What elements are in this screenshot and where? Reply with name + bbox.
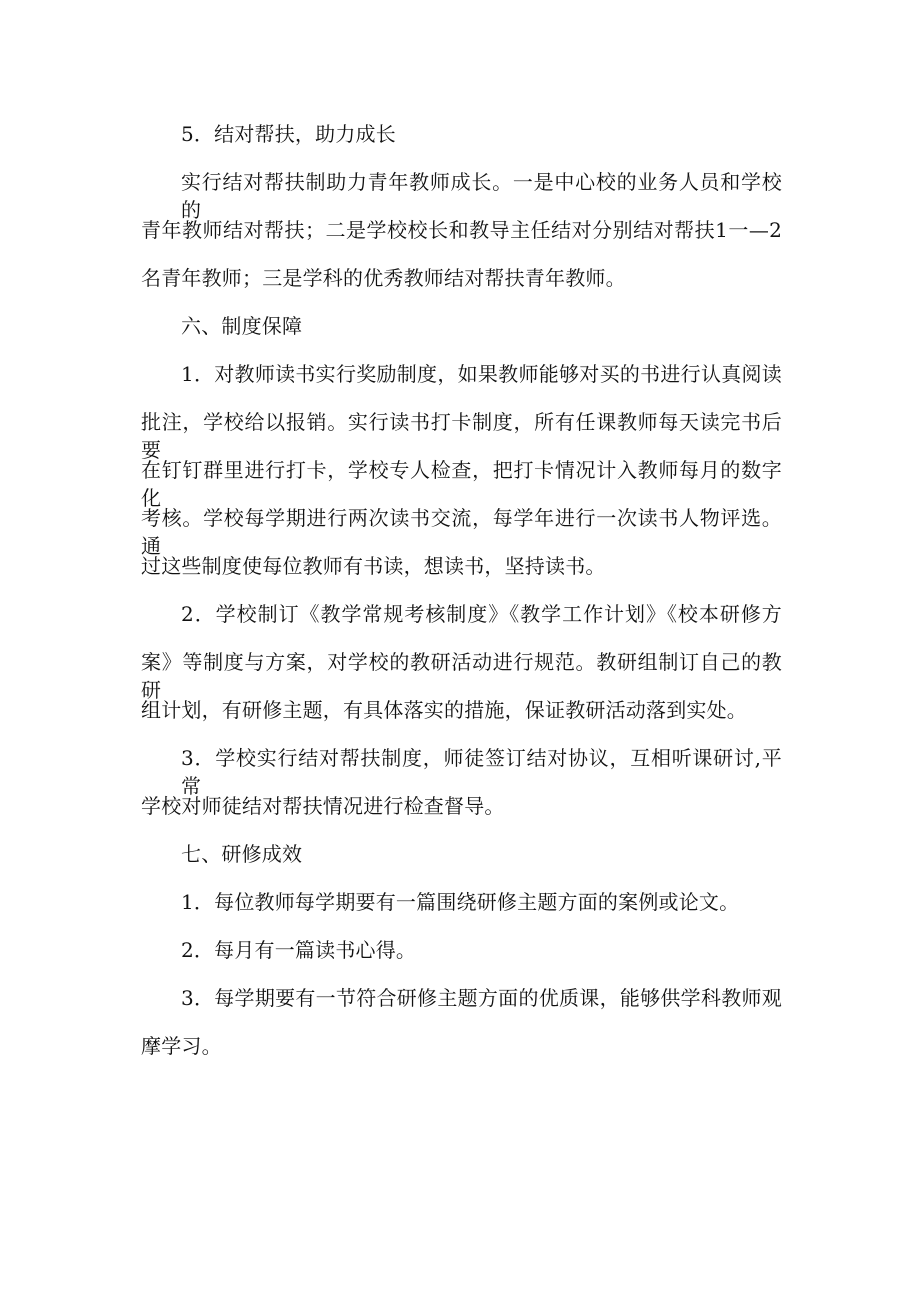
paragraph-line: 考核。学校每学期进行两次读书交流，每学年进行一次读书人物评选。通 [141,506,782,558]
list-item-line: 摩学习。 [141,1034,222,1058]
paragraph-line: 名青年教师；三是学科的优秀教师结对帮扶青年教师。 [141,266,626,290]
paragraph-line: 过这些制度使每位教师有书读，想读书，坚持读书。 [141,554,606,578]
section-heading-research-results: 七、研修成效 [181,842,303,866]
paragraph-line: 2．学校制订《教学常规考核制度》《教学工作计划》《校本研修方 [181,602,782,626]
paragraph-line: 在钉钉群里进行打卡，学校专人检查，把打卡情况计入教师每月的数字化 [141,458,782,510]
paragraph-line: 案》等制度与方案，对学校的教研活动进行规范。教研组制订自己的教研 [141,650,782,702]
paragraph-line: 学校对师徒结对帮扶情况进行检查督导。 [141,794,505,818]
paragraph-line: 组计划，有研修主题，有具体落实的措施，保证教研活动落到实处。 [141,698,747,722]
section-heading-system-guarantee: 六、制度保障 [181,314,303,338]
paragraph-line: 1．对教师读书实行奖励制度，如果教师能够对买的书进行认真阅读 [181,362,782,386]
paragraph-line: 3．学校实行结对帮扶制度，师徒签订结对协议，互相听课研讨,平常 [181,746,782,798]
paragraph-line: 青年教师结对帮扶；二是学校校长和教导主任结对分别结对帮扶1一—2 [141,218,782,242]
paragraph-line: 批注，学校给以报销。实行读书打卡制度，所有任课教师每天读完书后要 [141,410,782,462]
list-item-line: 2．每月有一篇读书心得。 [181,938,417,962]
subsection-heading-pairing-support: 5．结对帮扶，助力成长 [181,122,396,146]
paragraph-line: 实行结对帮扶制助力青年教师成长。一是中心校的业务人员和学校的 [181,170,782,222]
list-item-line: 1．每位教师每学期要有一篇围绕研修主题方面的案例或论文。 [181,890,740,914]
list-item-line: 3．每学期要有一节符合研修主题方面的优质课，能够供学科教师观 [181,986,782,1010]
